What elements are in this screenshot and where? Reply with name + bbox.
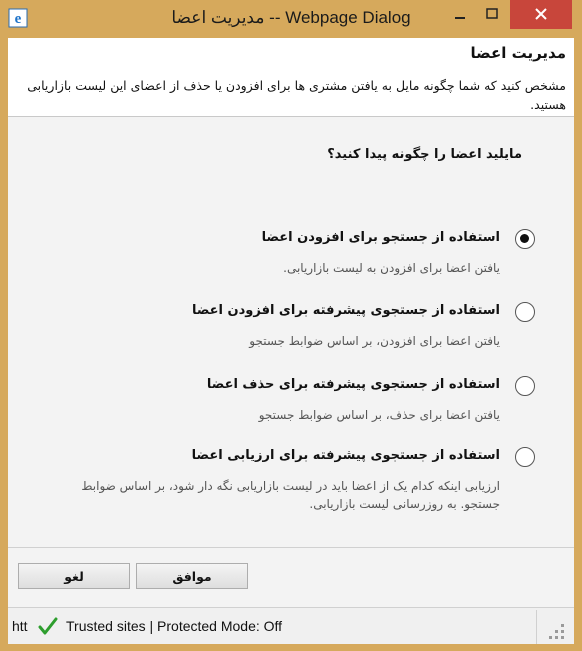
button-bar	[8, 547, 574, 608]
option-description: ارزیابی اینکه کدام یک از اعضا باید در لیست بازاریابی نگه دار شود، بر اساس ضوابط جستجو. به روزرسانی لیست بازاریابی.	[81, 479, 500, 511]
ok-button[interactable]: موافق	[136, 563, 248, 589]
question-label: مایلید اعضا را چگونه پیدا کنید؟	[327, 147, 522, 162]
dialog-header	[8, 38, 574, 117]
radio-advanced-evaluate[interactable]	[515, 447, 535, 467]
option-advanced-add[interactable]	[60, 303, 500, 350]
radio-advanced-remove[interactable]	[515, 376, 535, 396]
option-advanced-remove[interactable]	[60, 377, 500, 424]
option-search-add[interactable]	[60, 230, 500, 277]
minimize-icon[interactable]	[446, 0, 476, 30]
header-description: مشخص کنید که شما چگونه مایل به یافتن مشتری ها برای افزودن یا حذف از اعضای این لیست بازاریابی هستید.	[27, 78, 566, 112]
options-panel	[8, 117, 574, 547]
option-description: یافتن اعضا برای افزودن به لیست بازاریابی.	[283, 261, 500, 275]
radio-search-add[interactable]	[515, 229, 535, 249]
status-url: htt	[12, 618, 28, 634]
maximize-icon[interactable]	[477, 0, 507, 30]
option-label[interactable]: استفاده از جستجوی پیشرفته برای افزودن اعضا	[191, 303, 500, 318]
option-label[interactable]: استفاده از جستجو برای افزودن اعضا	[261, 230, 500, 245]
resize-grip-icon[interactable]	[536, 610, 571, 644]
header-title: مدیریت اعضا	[470, 44, 566, 62]
option-advanced-evaluate[interactable]	[60, 448, 500, 513]
status-bar	[8, 607, 574, 644]
window-title: مدیریت اعضا -- Webpage Dialog	[171, 8, 411, 27]
option-description: یافتن اعضا برای حذف، بر اساس ضوابط جستجو	[258, 408, 500, 422]
status-zone: Trusted sites | Protected Mode: Off	[66, 618, 283, 634]
cancel-button[interactable]: لغو	[18, 563, 130, 589]
radio-advanced-add[interactable]	[515, 302, 535, 322]
dialog-content	[8, 38, 574, 643]
title-bar[interactable]	[0, 0, 582, 38]
option-label[interactable]: استفاده از جستجوی پیشرفته برای ارزیابی اعضا	[191, 448, 500, 463]
checkmark-icon	[36, 614, 60, 638]
option-description: یافتن اعضا برای افزودن، بر اساس ضوابط جستجو	[249, 334, 500, 348]
svg-text:e: e	[14, 11, 22, 27]
option-label[interactable]: استفاده از جستجوی پیشرفته برای حذف اعضا	[206, 377, 500, 392]
close-icon[interactable]	[510, 0, 572, 29]
